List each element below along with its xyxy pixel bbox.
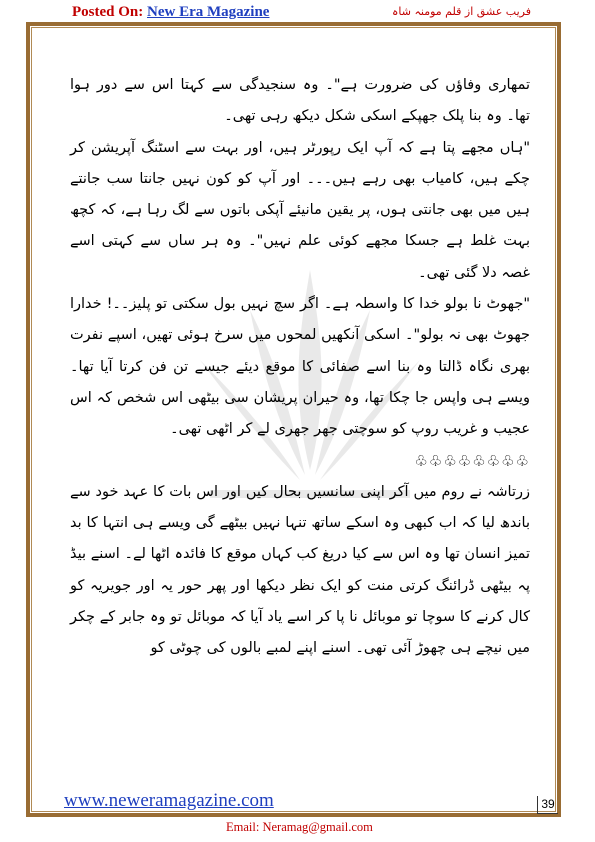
website-link[interactable]: www.neweramagazine.com [64,790,274,811]
paragraph: "ہاں مجھے پتا ہے کہ آپ ایک رپورٹر ہیں، اور بہت سے اسٹنگ آپریشن کر چکے ہیں، کامیاب بھی رہے ہیں۔۔۔ اور آپ کو کون نہیں جانتا سب جانتے ہیں میں بھی جانتی ہوں، پر یقین مانیئے آپکی باتوں سے لگ رہا ہے، کہ کچھ بہت غلط ہے جسکا مجھے کوئی علم نہیں"۔ وہ ہر ساں سے کہتی اسے غصہ دلا گئی تھی۔ [70,139,530,281]
paragraph: تمھاری وفاؤں کی ضرورت ہے"۔ وہ سنجیدگی سے کہتا اس سے دور ہوا تھا۔ وہ بنا پلک جھپکے اسکی شکل دیکھ رہی تھی۔ [70,77,530,125]
section-separator: ♧♧♧♧♧♧♧♧ [414,451,530,470]
story-body [70,70,530,665]
posted-on-header [72,4,269,21]
page-number: 39 [537,796,558,814]
paragraph: زرتاشہ نے روم میں آکر اپنی سانسیں بحال کیں اور اس بات کا عہد خود سے باندھ لیا کہ اب کبھی وہ اسکے ساتھ تنہا نہیں بیٹھے گی ویسے ہی انتہا کا بد تمیز انسان تھا وہ اس سے کیا دریغ کب کہاں موقع کا فائدہ اٹھا لے۔ اسنے بیڈ پہ بیٹھی ڈرائنگ کرتی منت کو ایک نظر دیکھا اور پھر حور یہ اور جویریہ کو کال کرنے کا سوچا تو موبائل نا پا کر اسے یاد آیا کہ موبائل تو وہ جابر کے چکر میں نیچے ہی چھوڑ آئی تھی۔ اسنے اپنے لمبے بالوں کی چوٹی کو [70,483,530,657]
contact-email[interactable]: Email: Neramag@gmail.com [226,820,373,834]
story-title: فریب عشق از قلم مومنہ شاہ [391,5,531,18]
paragraph: "جھوٹ نا بولو خدا کا واسطہ ہے۔ اگر سچ نہیں بول سکتی تو پلیز۔۔! خدارا جھوٹ بھی نہ بولو"۔ اسکی آنکھیں لمحوں میں سرخ ہوئی تھیں، اسپے نفرت بھری نگاہ ڈالتا وہ بنا اسے صفائی کا موقع دیئے جیسے تن فن کرتا آیا تھا۔ ویسے ہی واپس جا چکا تھا، وہ حیران پریشان سی بیٹھی اس شخص کہ اس عجیب و غریب روپ کو سوچتی جھر جھری لے کر اٹھی تھی۔ [70,296,530,438]
posted-on-label: Posted On: [72,4,144,20]
magazine-link[interactable]: New Era Magazine [147,4,270,20]
